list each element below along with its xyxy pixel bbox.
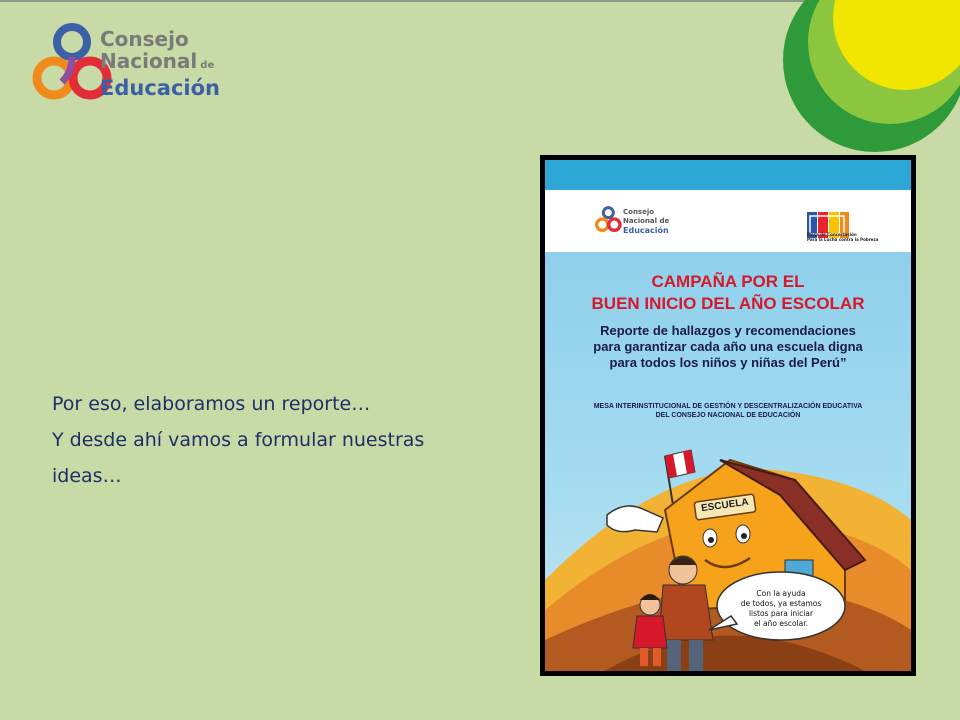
bubble-line-2: de todos, ya estamos (740, 599, 822, 608)
cover-mesa-line-1: MESA INTERINSTITUCIONAL DE GESTIÓN Y DESCENTRALIZACIÓN EDUCATIVA (593, 403, 863, 410)
report-cover-inner (545, 160, 911, 671)
school-illustration (545, 160, 911, 671)
logo-line-educacion: Educación (100, 76, 220, 100)
lightgreen-circle (808, 0, 960, 124)
body-line-2: Y desde ahí vamos a formular nuestras (52, 429, 425, 451)
cover-subtitle-line-3: para todos los niños y niñas del Perú” (609, 355, 847, 370)
yellow-circle (833, 0, 960, 90)
cover-logo-consejo: Consejo (623, 208, 655, 216)
child-body (633, 616, 667, 648)
cover-logo-nacional: Nacional (623, 217, 658, 225)
logo-line-consejo: Consejo (100, 27, 189, 51)
cover-mesa-line-2: DEL CONSEJO NACIONAL DE EDUCACIÓN (655, 412, 801, 419)
green-circle (783, 0, 960, 152)
bubble-line-1: Con la ayuda (756, 589, 806, 598)
cne-logo-text (100, 28, 220, 99)
body-line-1: Por eso, elaboramos un reporte… (52, 393, 371, 415)
cover-subtitle-line-2: para garantizar cada año una escuela digna (593, 339, 863, 354)
cover-logo-educacion: Educación (623, 226, 669, 235)
bubble-line-3: listos para iniciar (748, 609, 814, 618)
body-text (52, 386, 512, 494)
cover-subtitle-line-1: Reporte de hallazgos y recomendaciones (600, 323, 856, 338)
cover-title-line-2: BUEN INICIO DEL AÑO ESCOLAR (591, 294, 865, 313)
logo-line-nacional: Nacional (100, 49, 198, 73)
speech-bubble-text (731, 589, 831, 629)
bubble-line-4: el año escolar. (753, 619, 809, 628)
report-cover-image (540, 155, 916, 676)
school-sign-text: ESCUELA (700, 496, 750, 515)
adult-body (659, 585, 713, 640)
top-border-line (0, 0, 960, 2)
body-line-3: ideas… (52, 465, 122, 487)
cover-title-line-1: CAMPAÑA POR EL (651, 272, 805, 291)
logo-line-de: de (200, 60, 215, 71)
mesa-sublabel: Para la Lucha contra la Pobreza (807, 237, 879, 242)
cne-logo (32, 22, 242, 112)
cover-logo-de: de (659, 217, 670, 225)
mesa-label: Mesa de Concertación (807, 232, 857, 237)
